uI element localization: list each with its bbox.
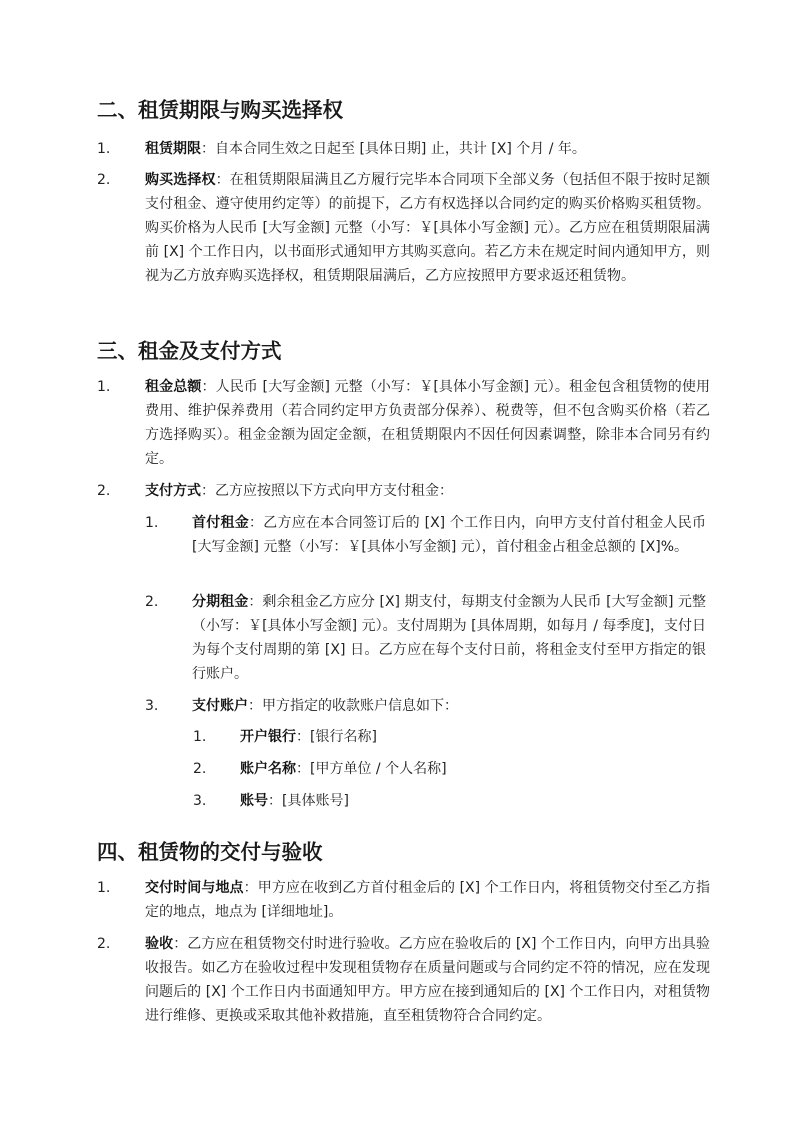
item-text: ：乙方应在本合同签订后的 [X] 个工作日内，向甲方支付首付租金人民币 [大写金额] 元整（小写：￥[具体小写金额] 元），首付租金占租金总额的 [X]%。 [192, 515, 706, 555]
sub-list-item [145, 694, 706, 718]
item-number: 1. [97, 880, 111, 896]
account-list-item [193, 789, 706, 813]
item-text: ：在租赁期限届满且乙方履行完毕本合同项下全部义务（包括但不限于按时足额支付租金、遵守使用约定等）的前提下，乙方有权选择以合同约定的购买价格购买租赁物。购买价格为人民币 [大写金额] 元整（小写：￥[具体小写金额] 元）。乙方应在租赁期限届满前 [X] 个工作日内，以书面形式通知甲方其购买意向。若乙方未在规定时间内通知甲方，则视为乙方放弃购买选择权，租赁期限届满后，乙方应按照甲方要求返还租赁物。 [145, 172, 711, 284]
item-number: 3. [145, 698, 159, 714]
item-number: 1. [97, 141, 111, 157]
item-label: 首付租金 [192, 515, 249, 531]
item-label: 分期租金 [192, 594, 249, 610]
list-item [97, 479, 710, 503]
section-heading-rent-payment: 三、租金及支付方式 [97, 339, 282, 363]
list-item [97, 876, 711, 924]
item-number: 2. [97, 936, 111, 952]
item-label: 支付方式 [145, 483, 201, 499]
item-text: ：乙方应按照以下方式向甲方支付租金： [201, 483, 453, 499]
item-label: 租赁期限 [145, 141, 201, 157]
item-number: 3. [193, 793, 207, 809]
item-label: 账户名称 [240, 761, 296, 777]
item-number: 1. [97, 379, 111, 395]
item-text: ：[具体账号] [268, 793, 349, 809]
item-text: ：[银行名称] [296, 729, 377, 745]
item-label: 购买选择权 [145, 172, 216, 188]
item-text: ：乙方应在租赁物交付时进行验收。乙方应在验收后的 [X] 个工作日内，向甲方出具验收报告。如乙方在验收过程中发现租赁物存在质量问题或与合同约定不符的情况，应在发现问题后的 [X] 个工作日内书面通知甲方。甲方应在接到通知后的 [X] 个工作日内，对租赁物进行维修、更换或采取其他补救措施，直至租赁物符合合同约定。 [145, 936, 710, 1024]
list-item [97, 375, 711, 471]
sub-list-item [145, 590, 707, 686]
list-item [97, 932, 710, 1028]
item-text: ：人民币 [大写金额] 元整（小写：￥[具体小写金额] 元）。租金包含租赁物的使用费用、维护保养费用（若合同约定甲方负责部分保养）、税费等，但不包含购买价格（若乙方选择购买）。租金金额为固定金额，在租赁期限内不因任何因素调整，除非本合同另有约定。 [145, 379, 711, 467]
sub-list-item [145, 511, 706, 559]
item-text: ：剩余租金乙方应分 [X] 期支付，每期支付金额为人民币 [大写金额] 元整（小写：￥[具体小写金额] 元）。支付周期为 [具体周期，如每月 / 每季度]，支付日为每个支付周期的第 [X] 日。乙方应在每个支付日前，将租金支付至甲方指定的银行账户。 [192, 594, 707, 682]
item-number: 2. [145, 594, 159, 610]
section-heading-lease-term: 二、租赁期限与购买选择权 [97, 98, 343, 122]
item-label: 租金总额 [145, 379, 202, 395]
list-item [97, 168, 711, 288]
item-label: 账号 [240, 793, 268, 809]
item-label: 开户银行 [240, 729, 296, 745]
item-number: 1. [193, 729, 207, 745]
account-list-item [193, 757, 706, 781]
item-text: ：自本合同生效之日起至 [具体日期] 止，共计 [X] 个月 / 年。 [201, 141, 586, 157]
item-label: 支付账户 [192, 698, 248, 714]
section-heading-delivery-acceptance: 四、租赁物的交付与验收 [97, 840, 323, 864]
item-number: 2. [193, 761, 207, 777]
account-list-item [193, 725, 706, 749]
item-number: 2. [97, 483, 111, 499]
item-label: 验收 [145, 936, 174, 952]
item-text: ：[甲方单位 / 个人名称] [296, 761, 447, 777]
item-text: ：甲方应在收到乙方首付租金后的 [X] 个工作日内，将租赁物交付至乙方指定的地点，地点为 [详细地址]。 [145, 880, 711, 920]
item-text: ：甲方指定的收款账户信息如下： [248, 698, 458, 714]
item-number: 1. [145, 515, 159, 531]
item-number: 2. [97, 172, 111, 188]
list-item [97, 137, 710, 161]
item-label: 交付时间与地点 [145, 880, 244, 896]
